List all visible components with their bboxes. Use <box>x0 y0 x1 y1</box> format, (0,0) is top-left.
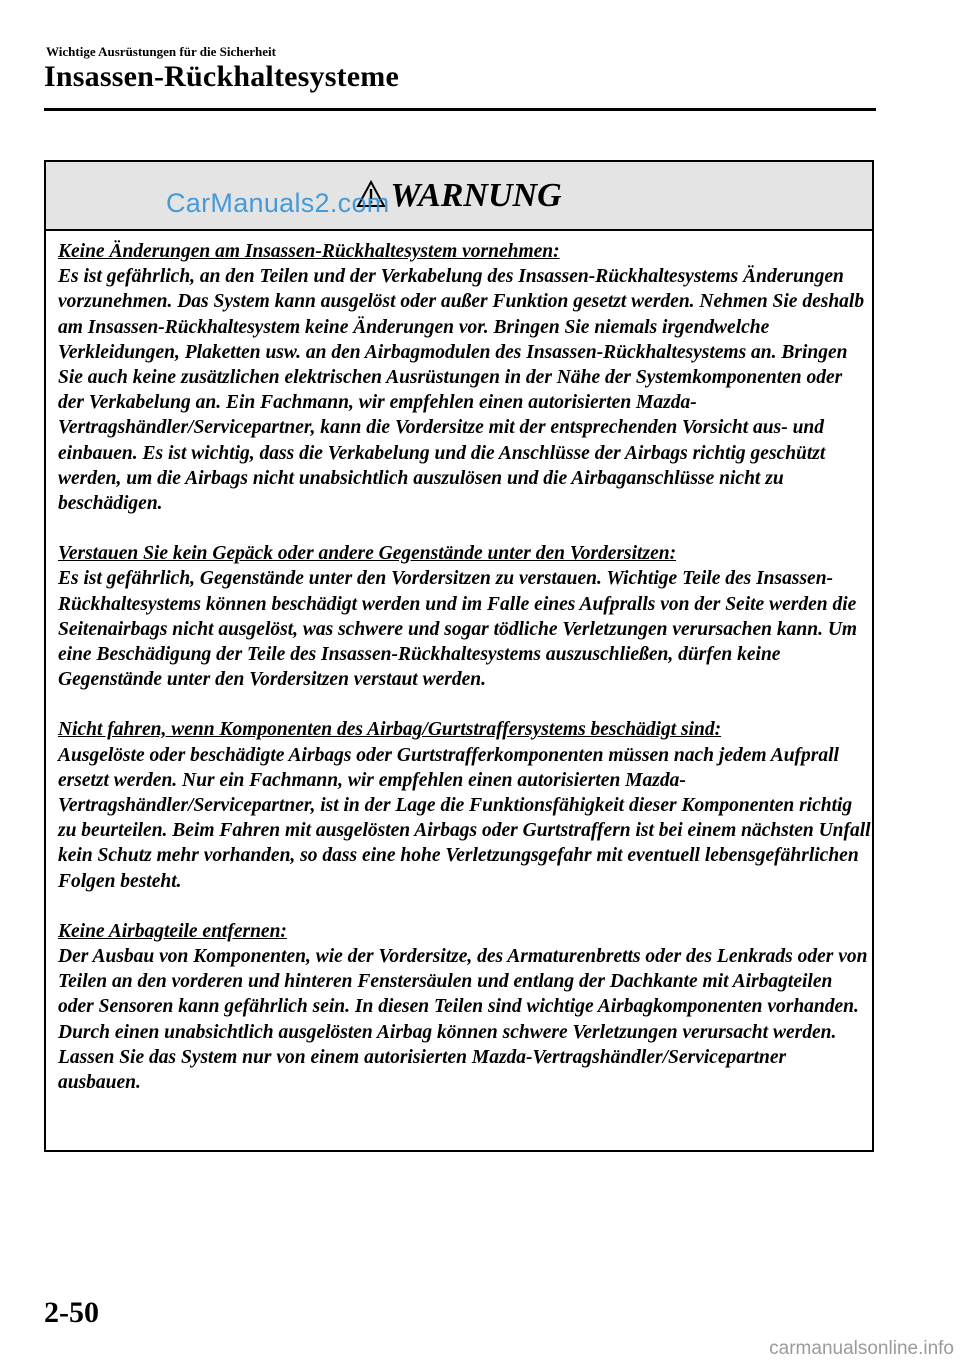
section-text: Der Ausbau von Komponenten, wie der Vordersitze, des Armaturenbretts oder des Lenkrads oder von Teilen an den vorderen und hinteren Fenstersäulen und entlang der Dachkante mit Airbagteilen oder Sensoren kann gefährlich sein. In diesen Teilen sind wichtige Airbagkomponenten vorhanden. Durch einen unabsichtlich ausgelösten Airbag können schwere Verletzungen verursacht werden. Lassen Sie das System nur von einem autorisierten Mazda-Vertragshändler/Servicepartner ausbauen. <box>58 946 868 1094</box>
warning-title-text: WARNUNG <box>390 176 562 214</box>
section-heading: Nicht fahren, wenn Komponenten des Airbag/Gurtstraffersystems beschädigt sind: <box>58 719 722 741</box>
warning-section-damaged-components <box>58 717 872 893</box>
page-title: Insassen-Rückhaltesysteme <box>44 60 400 93</box>
footer-watermark: carmanualsonline.info <box>769 1338 954 1359</box>
warning-body <box>46 231 872 1095</box>
section-heading: Keine Airbagteile entfernen: <box>58 920 287 942</box>
watermark-text: CarManuals2.com <box>166 188 390 218</box>
section-text: Es ist gefährlich, Gegenstände unter den Vordersitzen zu verstauen. Wichtige Teile des Insassen-Rückhaltesystems können beschädigt werden und im Falle eines Aufpralls von der Seite werden die Seitenairbags nicht ausgelöst, was schwere und sogar tödliche Verletzungen verursachen kann. Um eine Beschädigung der Teile des Insassen-Rückhaltesystems auszuschließen, dürfen keine Gegenstände unter den Vordersitzen verstaut werden. <box>58 568 858 691</box>
warning-section-luggage <box>58 541 872 692</box>
warning-section-modifications <box>58 239 872 516</box>
section-text: Es ist gefährlich, an den Teilen und der Verkabelung des Insassen-Rückhaltesystems Änderungen vorzunehmen. Das System kann ausgelöst oder außer Funktion gesetzt werden. Nehmen Sie deshalb am Insassen-Rückhaltesystem keine Änderungen vor. Bringen Sie niemals irgendwelche Verkleidungen, Plaketten usw. an den Airbagmodulen des Insassen-Rückhaltesystems an. Bringen Sie auch keine zusätzlichen elektrischen Ausrüstungen in der Nähe der Systemkomponenten oder der Verkabelung an. Ein Fachmann, wir empfehlen einen autorisierten Mazda-Vertragshändler/Servicepartner, kann die Vordersitze mit der entsprechenden Vorsicht aus- und einbauen. Es ist wichtig, dass die Verkabelung und die Anschlüsse der Airbags richtig geschützt werden, um die Airbags nicht unabsichtlich auszulösen und die Airbaganschlüsse nicht zu beschädigen. <box>58 266 865 515</box>
header-rule <box>44 108 876 111</box>
section-heading: Verstauen Sie kein Gepäck oder andere Gegenstände unter den Vordersitzen: <box>58 543 677 565</box>
section-text: Ausgelöste oder beschädigte Airbags oder Gurtstrafferkomponenten müssen nach jedem Aufprall ersetzt werden. Nur ein Fachmann, wir empfehlen einen autorisierten Mazda-Vertragshändler/Servicepartner, ist in der Lage die Funktionsfähigkeit dieser Komponenten richtig zu beurteilen. Beim Fahren mit ausgelösten Airbags oder Gurtstraffern ist bei einem nächsten Unfall kein Schutz mehr vorhanden, so dass eine hohe Verletzungsgefahr mit eventuell lebensgefährlichen Folgen besteht. <box>58 744 871 892</box>
chapter-label: Wichtige Ausrüstungen für die Sicherheit <box>46 44 276 59</box>
warning-header <box>46 162 872 231</box>
page-number: 2-50 <box>44 1296 99 1329</box>
warning-box <box>44 160 874 1152</box>
warning-section-removal <box>58 919 872 1095</box>
section-heading: Keine Änderungen am Insassen-Rückhaltesystem vornehmen: <box>58 241 560 262</box>
